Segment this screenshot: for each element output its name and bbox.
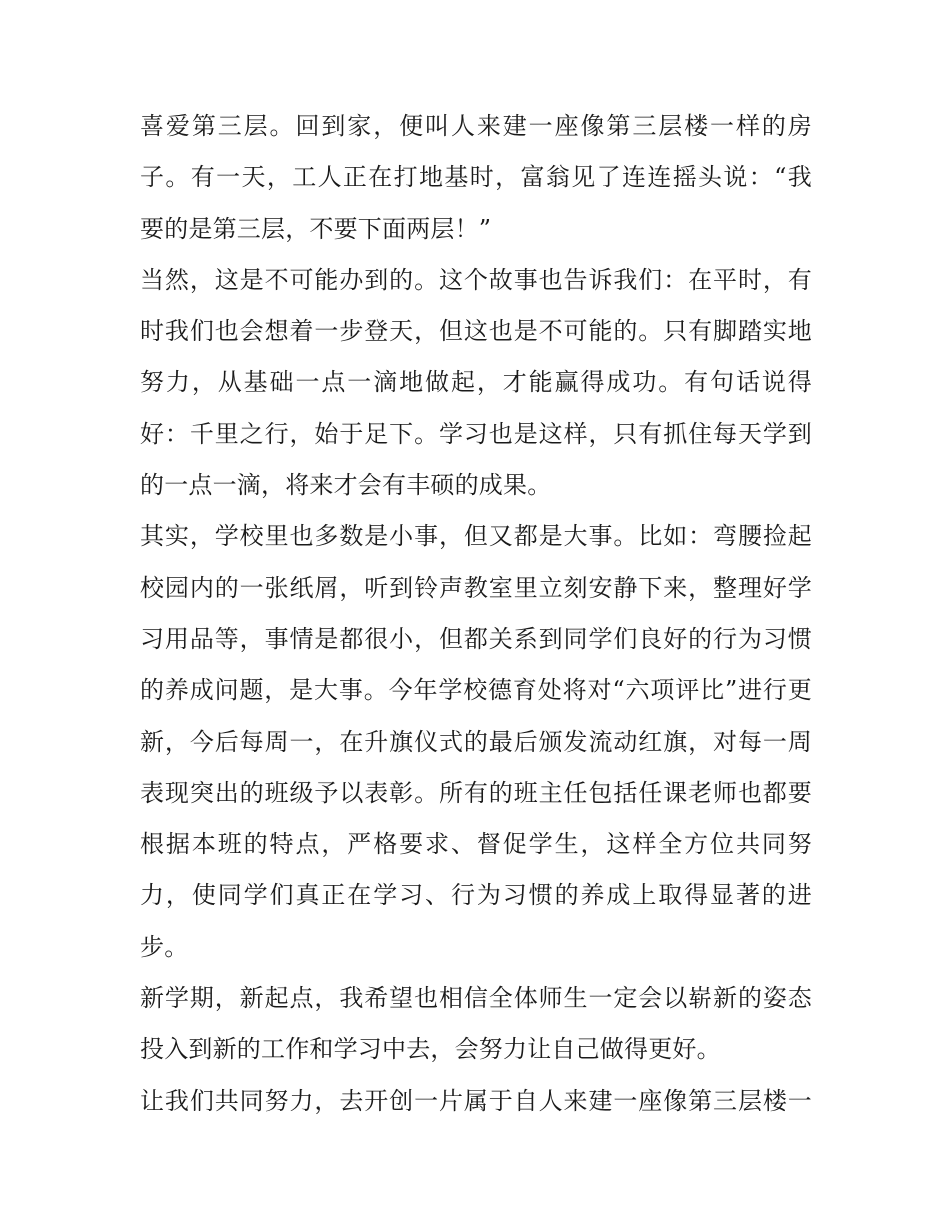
text-line: 好：千里之行，始于足下。学习也是这样，只有抓住每天学到 [140,419,812,448]
text-line: 表现突出的班级予以表彰。所有的班主任包括任课老师也都要 [140,778,812,807]
text-line: 喜爱第三层。回到家，便叫人来建一座像第三层楼一样的房 [140,112,812,140]
text-line: 新，今后每周一，在升旗仪式的最后颁发流动红旗，对每一周 [140,727,812,756]
text-line: 其实，学校里也多数是小事，但又都是大事。比如：弯腰捡起 [140,522,812,551]
text-line: 的一点一滴，将来才会有丰硕的成果。 [140,471,552,500]
text-line: 校园内的一张纸屑，听到铃声教室里立刻安静下来，整理好学 [140,573,812,602]
text-line: 当然，这是不可能办到的。这个故事也告诉我们：在平时，有 [140,265,812,294]
text-line: 的养成问题，是大事。今年学校德育处将对“六项评比”进行更 [140,676,812,705]
document-body [140,101,812,1127]
text-line: 让我们共同努力，去开创一片属于自人来建一座像第三层楼一 [140,1086,812,1115]
text-line: 步。 [140,932,189,961]
text-line: 根据本班的特点，严格要求、督促学生，这样全方位共同努 [140,830,812,859]
text-line: 习用品等，事情是都很小，但都关系到同学们良好的行为习惯 [140,624,812,653]
text-line: 要的是第三层，不要下面两层！” [140,214,492,243]
text-line: 力，使同学们真正在学习、行为习惯的养成上取得显著的进 [140,881,812,910]
text-line: 时我们也会想着一步登天，但这也是不可能的。只有脚踏实地 [140,317,812,346]
text-line: 新学期，新起点，我希望也相信全体师生一定会以崭新的姿态 [140,984,812,1013]
text-line: 子。有一天，工人正在打地基时，富翁见了连连摇头说：“我 [140,163,812,192]
text-line: 投入到新的工作和学习中去，会努力让自己做得更好。 [140,1035,721,1064]
text-line: 努力，从基础一点一滴地做起，才能赢得成功。有句话说得 [140,368,812,397]
